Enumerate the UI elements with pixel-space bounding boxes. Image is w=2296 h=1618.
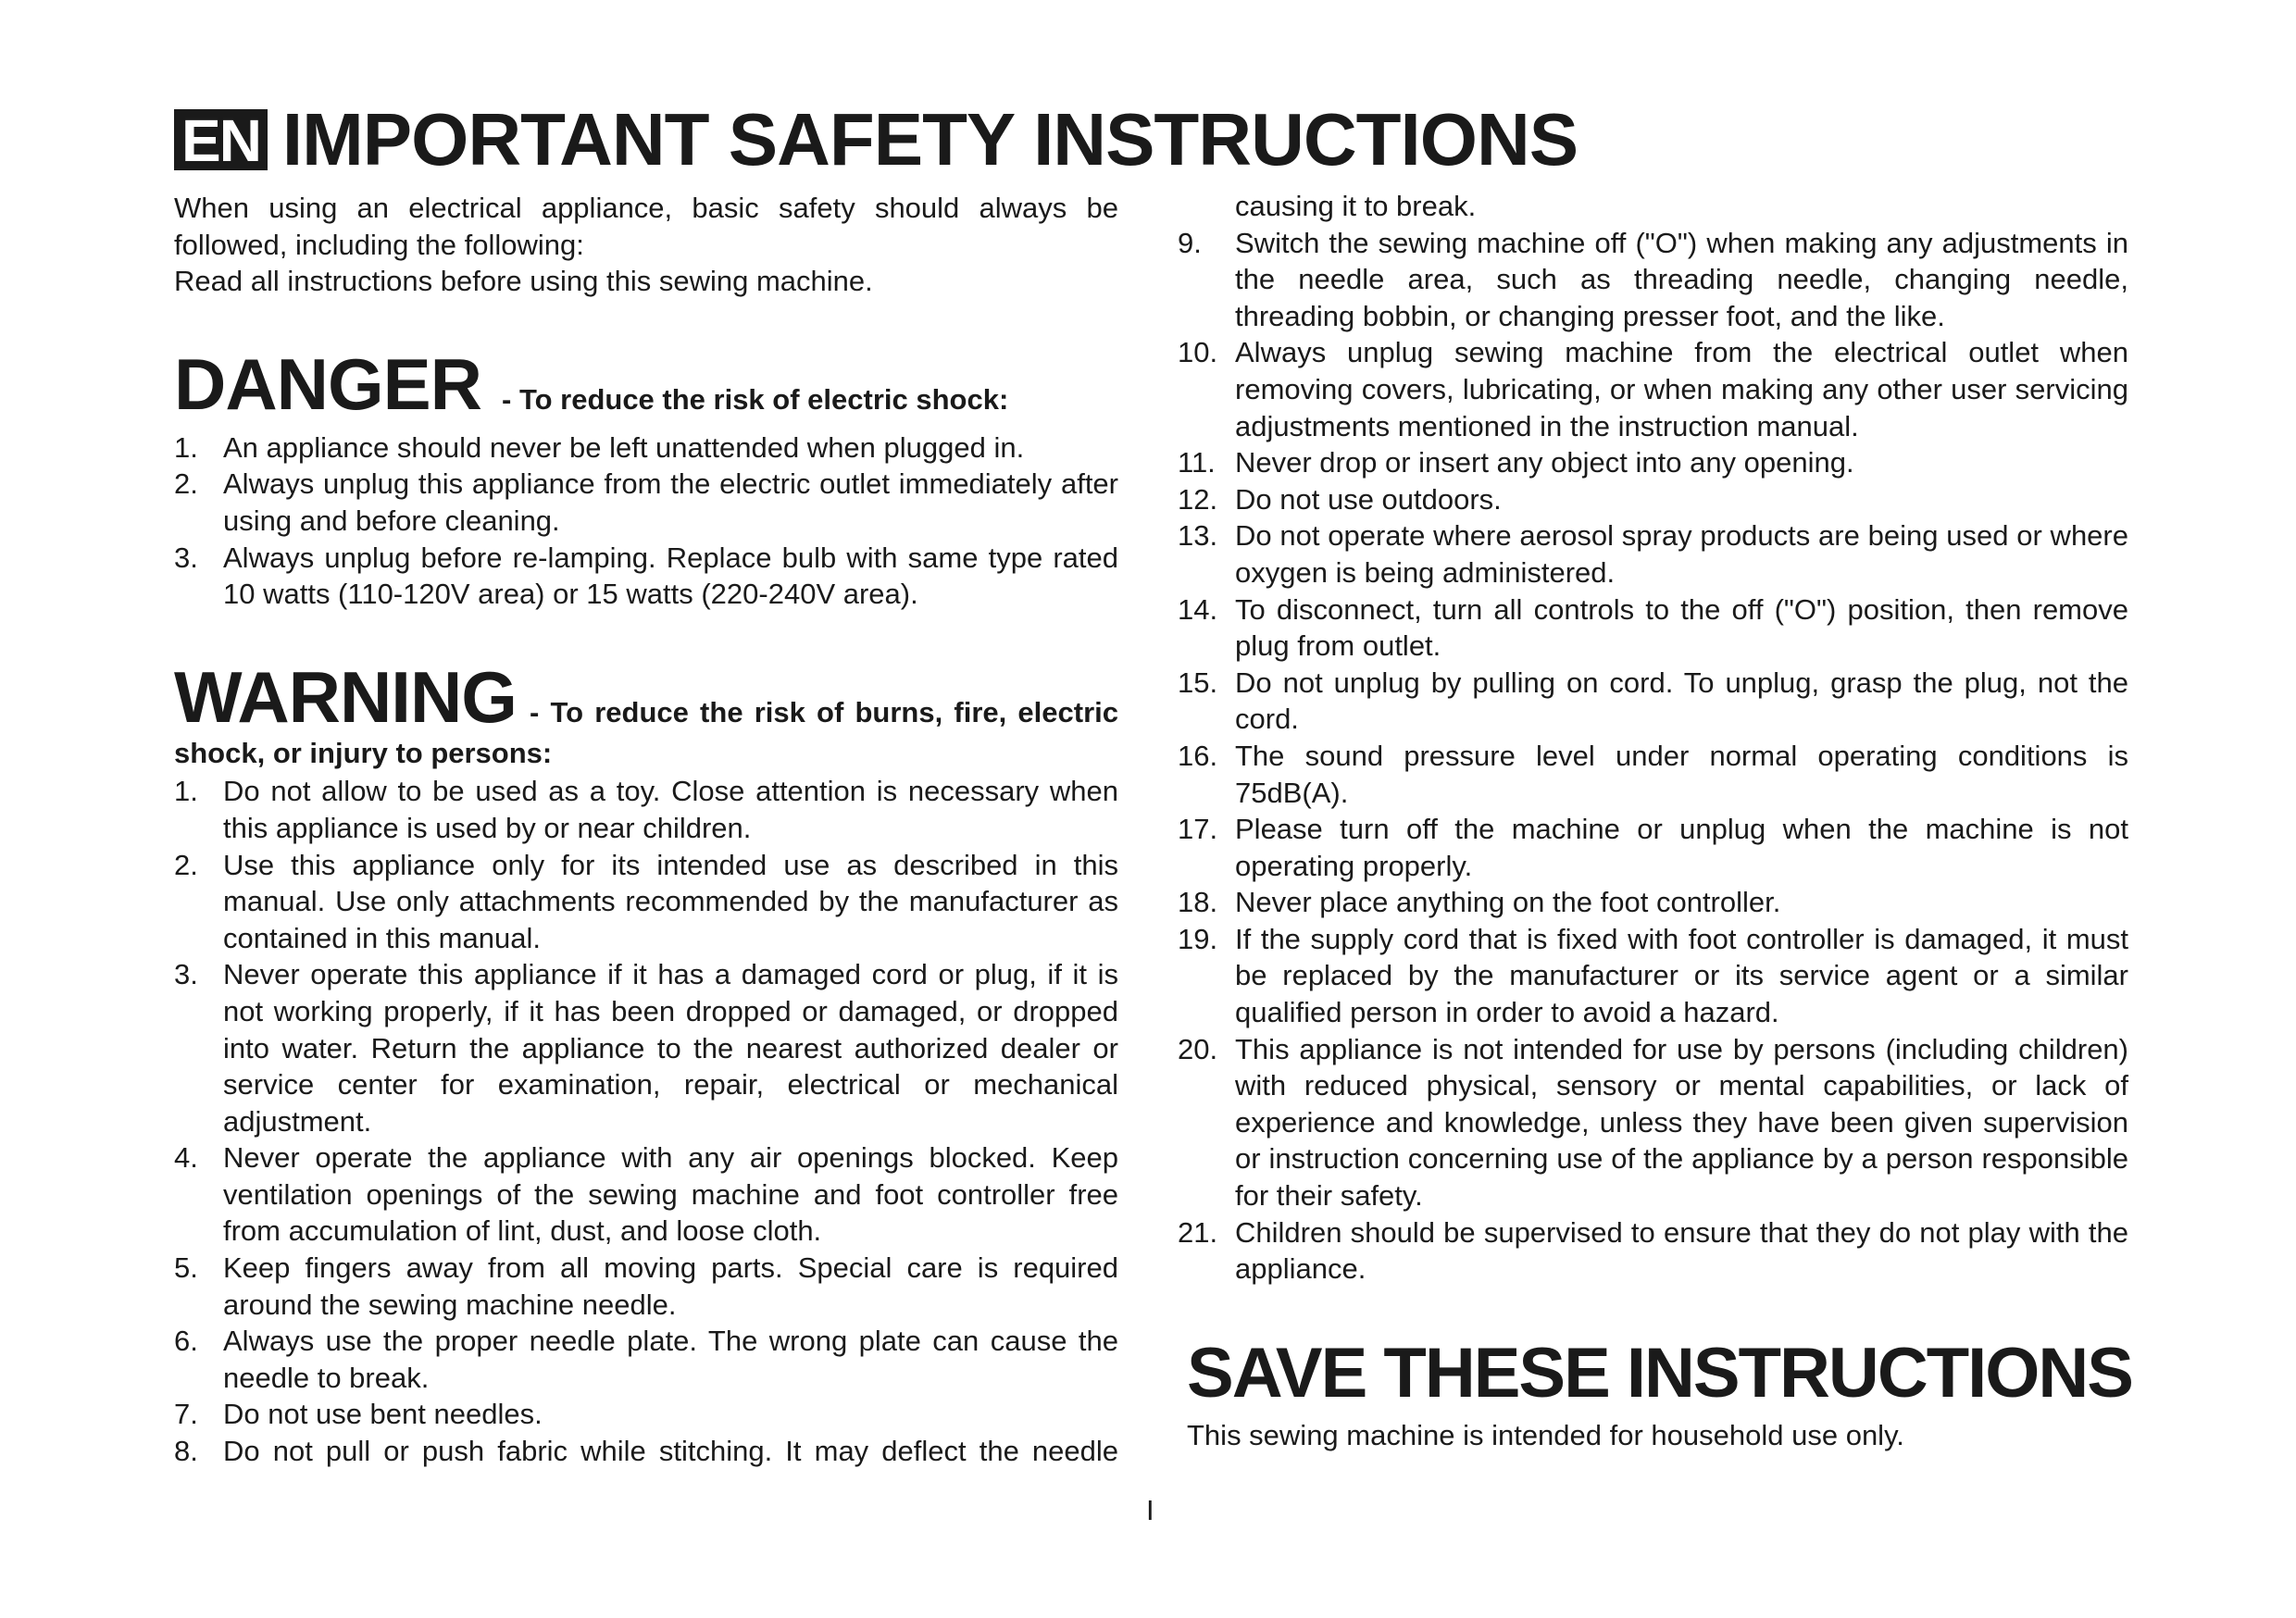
list-item xyxy=(1178,1031,2128,1214)
item-number: 2. xyxy=(174,467,198,501)
item-text: An appliance should never be left unattended when plugged in. xyxy=(223,430,1025,464)
page-header xyxy=(174,97,1578,182)
item-text: Do not operate where aerosol spray products are being used or where oxygen is being administered. xyxy=(1235,519,2128,589)
item-number: 4. xyxy=(174,1141,198,1175)
item-number: 13. xyxy=(1178,519,1218,553)
item-number: 3. xyxy=(174,958,198,991)
save-instructions-heading: SAVE THESE INSTRUCTIONS xyxy=(1187,1333,2132,1413)
item-text: Children should be supervised to ensure that they do not play with the appliance. xyxy=(1235,1215,2128,1286)
item-text: Keep fingers away from all moving parts. Special care is required around the sewing machine needle. xyxy=(223,1251,1118,1321)
item-number: 8. xyxy=(174,1435,198,1468)
item-text: Do not use outdoors. xyxy=(1235,482,1502,516)
item-number: 1. xyxy=(174,775,198,808)
list-item xyxy=(174,429,1118,467)
item-text: To disconnect, turn all controls to the off ("O") position, then remove plug from outlet. xyxy=(1235,592,2128,663)
warning-list xyxy=(174,773,1118,1469)
item-number: 15. xyxy=(1178,666,1218,699)
item-number: 2. xyxy=(174,848,198,881)
danger-list xyxy=(174,429,1118,613)
item-text: This appliance is not intended for use by persons (including children) with reduced physical, sensory or mental capabilities, or lack of experience and knowledge, unless they have been given supervision or instruction concerning use of the appliance by a person responsible for their safety. xyxy=(1235,1032,2128,1213)
item-text: Always unplug this appliance from the electric outlet immediately after using and before cleaning. xyxy=(223,467,1118,537)
item-8-continuation: causing it to break. xyxy=(1235,190,1477,222)
warning-heading-row xyxy=(174,655,1118,772)
item-number: 5. xyxy=(174,1251,198,1285)
list-item xyxy=(174,1139,1118,1250)
list-item xyxy=(174,1250,1118,1323)
item-number: 1. xyxy=(174,430,198,464)
danger-section xyxy=(174,342,1118,613)
item-number: 18. xyxy=(1178,886,1218,919)
item-text: Always unplug before re-lamping. Replace bulb with same type rated 10 watts (110-120V area) or 15 watts (220-240V area). xyxy=(223,541,1118,611)
item-text: Always use the proper needle plate. The wrong plate can cause the needle to break. xyxy=(223,1325,1118,1394)
item-text: The sound pressure level under normal operating conditions is 75dB(A). xyxy=(1235,739,2128,809)
item-number: 12. xyxy=(1178,482,1218,516)
item-number: 7. xyxy=(174,1398,198,1431)
right-column xyxy=(1178,188,2132,1453)
item-text: Do not pull or push fabric while stitching. It may deflect the needle xyxy=(223,1435,1118,1468)
list-item xyxy=(1178,1214,2128,1288)
list-item xyxy=(1178,921,2128,1031)
warning-subheading: - To reduce the risk of burns, fire, electric shock, or injury to persons: xyxy=(174,695,1118,769)
item-number: 19. xyxy=(1178,922,1218,955)
item-text: Do not use bent needles. xyxy=(223,1398,543,1431)
list-item xyxy=(174,956,1118,1139)
list-item xyxy=(174,847,1118,957)
item-number: 21. xyxy=(1178,1215,1218,1249)
intro-line-1: When using an electrical appliance, basic safety should always be followed, including the following: xyxy=(174,192,1118,261)
item-text: Never drop or insert any object into any opening. xyxy=(1235,446,1854,479)
item-text: Please turn off the machine or unplug when the machine is not operating properly. xyxy=(1235,813,2128,882)
household-use-note: This sewing machine is intended for household use only. xyxy=(1187,1418,1904,1451)
item-number: 17. xyxy=(1178,813,1218,846)
list-item xyxy=(174,540,1118,613)
page-number: I xyxy=(1146,1494,1154,1526)
warning-list-continued xyxy=(1178,225,2128,1288)
item-number: 10. xyxy=(1178,336,1218,369)
list-item xyxy=(174,466,1118,539)
language-badge: EN xyxy=(174,109,268,170)
item-number: 16. xyxy=(1178,739,1218,772)
list-item xyxy=(1178,884,2128,921)
warning-heading: WARNING xyxy=(174,655,517,738)
item-number: 14. xyxy=(1178,592,1218,626)
item-text: Never operate the appliance with any air openings blocked. Keep ventilation openings of the sewing machine and foot controller free from accumulation of lint, dust, and loose cloth. xyxy=(223,1141,1118,1248)
item-text: Never place anything on the foot controller. xyxy=(1235,886,1781,919)
item-text: Never operate this appliance if it has a damaged cord or plug, if it is not working properly, if it has been dropped or damaged, or dropped into water. Return the appliance to the nearest authorized dealer or service center for examination, repair, electrical or mechanical adjustment. xyxy=(223,958,1118,1138)
item-number: 3. xyxy=(174,541,198,574)
item-text: Always unplug sewing machine from the electrical outlet when removing covers, lubricating, or when making any other user servicing adjustments mentioned in the instruction manual. xyxy=(1235,336,2128,442)
list-item xyxy=(1178,738,2128,811)
warning-section xyxy=(174,655,1118,1470)
list-item xyxy=(1178,444,2128,481)
list-item xyxy=(174,773,1118,846)
item-number: 9. xyxy=(1178,226,1202,259)
danger-heading-row xyxy=(174,342,1118,425)
list-item xyxy=(1178,481,2128,518)
item-text: Use this appliance only for its intended use as described in this manual. Use only attachments recommended by the manufacturer as contained in this manual. xyxy=(223,848,1118,954)
intro-line-2: Read all instructions before using this sewing machine. xyxy=(174,265,873,298)
list-item xyxy=(174,1323,1118,1396)
list-item xyxy=(174,1433,1118,1470)
list-item xyxy=(174,1396,1118,1433)
intro-text xyxy=(174,190,1118,300)
list-item xyxy=(1178,591,2128,665)
left-column xyxy=(174,190,1118,1470)
item-text: If the supply cord that is fixed with foot controller is damaged, it must be replaced by the manufacturer or its service agent or a similar qualified person in order to avoid a hazard. xyxy=(1235,922,2128,1029)
danger-subheading: - To reduce the risk of electric shock: xyxy=(502,382,1009,416)
list-item xyxy=(1178,517,2128,591)
item-text: Switch the sewing machine off ("O") when making any adjustments in the needle area, such as threading needle, changing needle, threading bobbin, or changing presser foot, and the like. xyxy=(1235,226,2128,332)
danger-heading: DANGER xyxy=(174,342,482,425)
list-item xyxy=(1178,665,2128,738)
page-title: IMPORTANT SAFETY INSTRUCTIONS xyxy=(281,98,1578,180)
list-item xyxy=(1178,225,2128,335)
item-number: 6. xyxy=(174,1325,198,1358)
item-number: 20. xyxy=(1178,1032,1218,1065)
item-text: Do not unplug by pulling on cord. To unplug, grasp the plug, not the cord. xyxy=(1235,666,2128,736)
list-item xyxy=(1178,334,2128,444)
item-number: 11. xyxy=(1178,446,1216,479)
item-text: Do not allow to be used as a toy. Close attention is necessary when this appliance is used by or near children. xyxy=(223,775,1118,844)
list-item xyxy=(1178,811,2128,884)
